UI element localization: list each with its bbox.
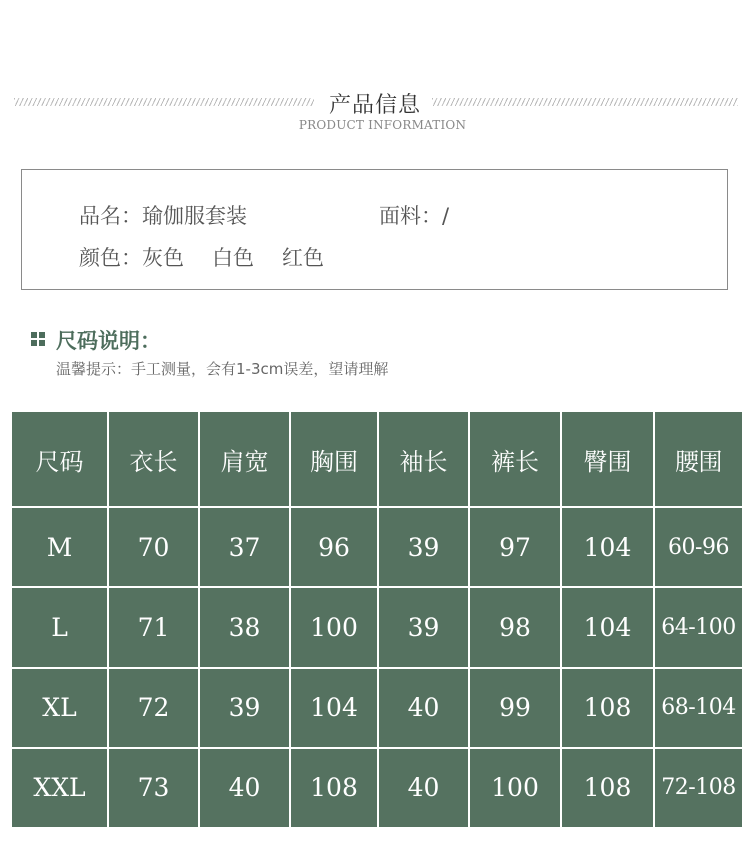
table-cell: 68-104 xyxy=(655,669,742,747)
table-row xyxy=(12,588,742,666)
color-option: 红色 xyxy=(282,246,324,270)
size-table xyxy=(10,410,744,835)
table-header-row xyxy=(12,412,742,506)
section-title: 产品信息 xyxy=(328,93,421,118)
table-cell: 104 xyxy=(562,588,653,666)
table-row xyxy=(12,749,742,827)
table-cell: 39 xyxy=(379,508,468,586)
table-cell: XL xyxy=(12,669,107,747)
table-cell: XXL xyxy=(12,749,107,827)
table-cell: 100 xyxy=(291,588,377,666)
table-cell: 104 xyxy=(562,508,653,586)
color-row xyxy=(79,242,324,272)
table-cell: 96 xyxy=(291,508,377,586)
table-header-cell: 臀围 xyxy=(562,412,653,506)
table-cell: 99 xyxy=(470,669,560,747)
color-label: 颜色： xyxy=(79,246,142,270)
fabric-value: / xyxy=(442,204,450,228)
table-cell: 38 xyxy=(200,588,289,666)
table-header-cell: 袖长 xyxy=(379,412,468,506)
section-subtitle: PRODUCT INFORMATION xyxy=(298,118,467,132)
product-name-row xyxy=(79,200,247,230)
table-row xyxy=(12,669,742,747)
table-cell: 73 xyxy=(109,749,198,827)
table-cell: M xyxy=(12,508,107,586)
table-cell: 71 xyxy=(109,588,198,666)
table-cell: 97 xyxy=(470,508,560,586)
table-header-cell: 胸围 xyxy=(291,412,377,506)
color-option: 灰色 xyxy=(142,246,184,270)
table-cell: 72 xyxy=(109,669,198,747)
table-cell: 104 xyxy=(291,669,377,747)
table-header-cell: 裤长 xyxy=(470,412,560,506)
size-section-title: 尺码说明： xyxy=(56,329,161,353)
product-info-box xyxy=(21,169,728,290)
grid-bullet-icon xyxy=(31,332,45,346)
table-cell: 39 xyxy=(200,669,289,747)
fabric-row xyxy=(379,200,449,230)
table-cell: 40 xyxy=(379,669,468,747)
table-cell: 39 xyxy=(379,588,468,666)
table-cell: 108 xyxy=(562,749,653,827)
table-cell: 72-108 xyxy=(655,749,742,827)
table-header-cell: 肩宽 xyxy=(200,412,289,506)
table-cell: 60-96 xyxy=(655,508,742,586)
size-tip: 温馨提示：手工测量，会有1-3cm误差，望请理解 xyxy=(56,360,389,378)
table-cell: 98 xyxy=(470,588,560,666)
table-row xyxy=(12,508,742,586)
table-cell: 40 xyxy=(379,749,468,827)
table-cell: 70 xyxy=(109,508,198,586)
table-header-cell: 衣长 xyxy=(109,412,198,506)
table-cell: 64-100 xyxy=(655,588,742,666)
product-name-value: 瑜伽服套装 xyxy=(142,204,247,228)
fabric-label: 面料： xyxy=(379,204,442,228)
table-header-cell: 腰围 xyxy=(655,412,742,506)
table-cell: 37 xyxy=(200,508,289,586)
table-header-cell: 尺码 xyxy=(12,412,107,506)
table-cell: 108 xyxy=(562,669,653,747)
table-cell: 108 xyxy=(291,749,377,827)
table-cell: 40 xyxy=(200,749,289,827)
table-cell: 100 xyxy=(470,749,560,827)
table-cell: L xyxy=(12,588,107,666)
product-name-label: 品名： xyxy=(79,204,142,228)
color-option: 白色 xyxy=(212,246,254,270)
